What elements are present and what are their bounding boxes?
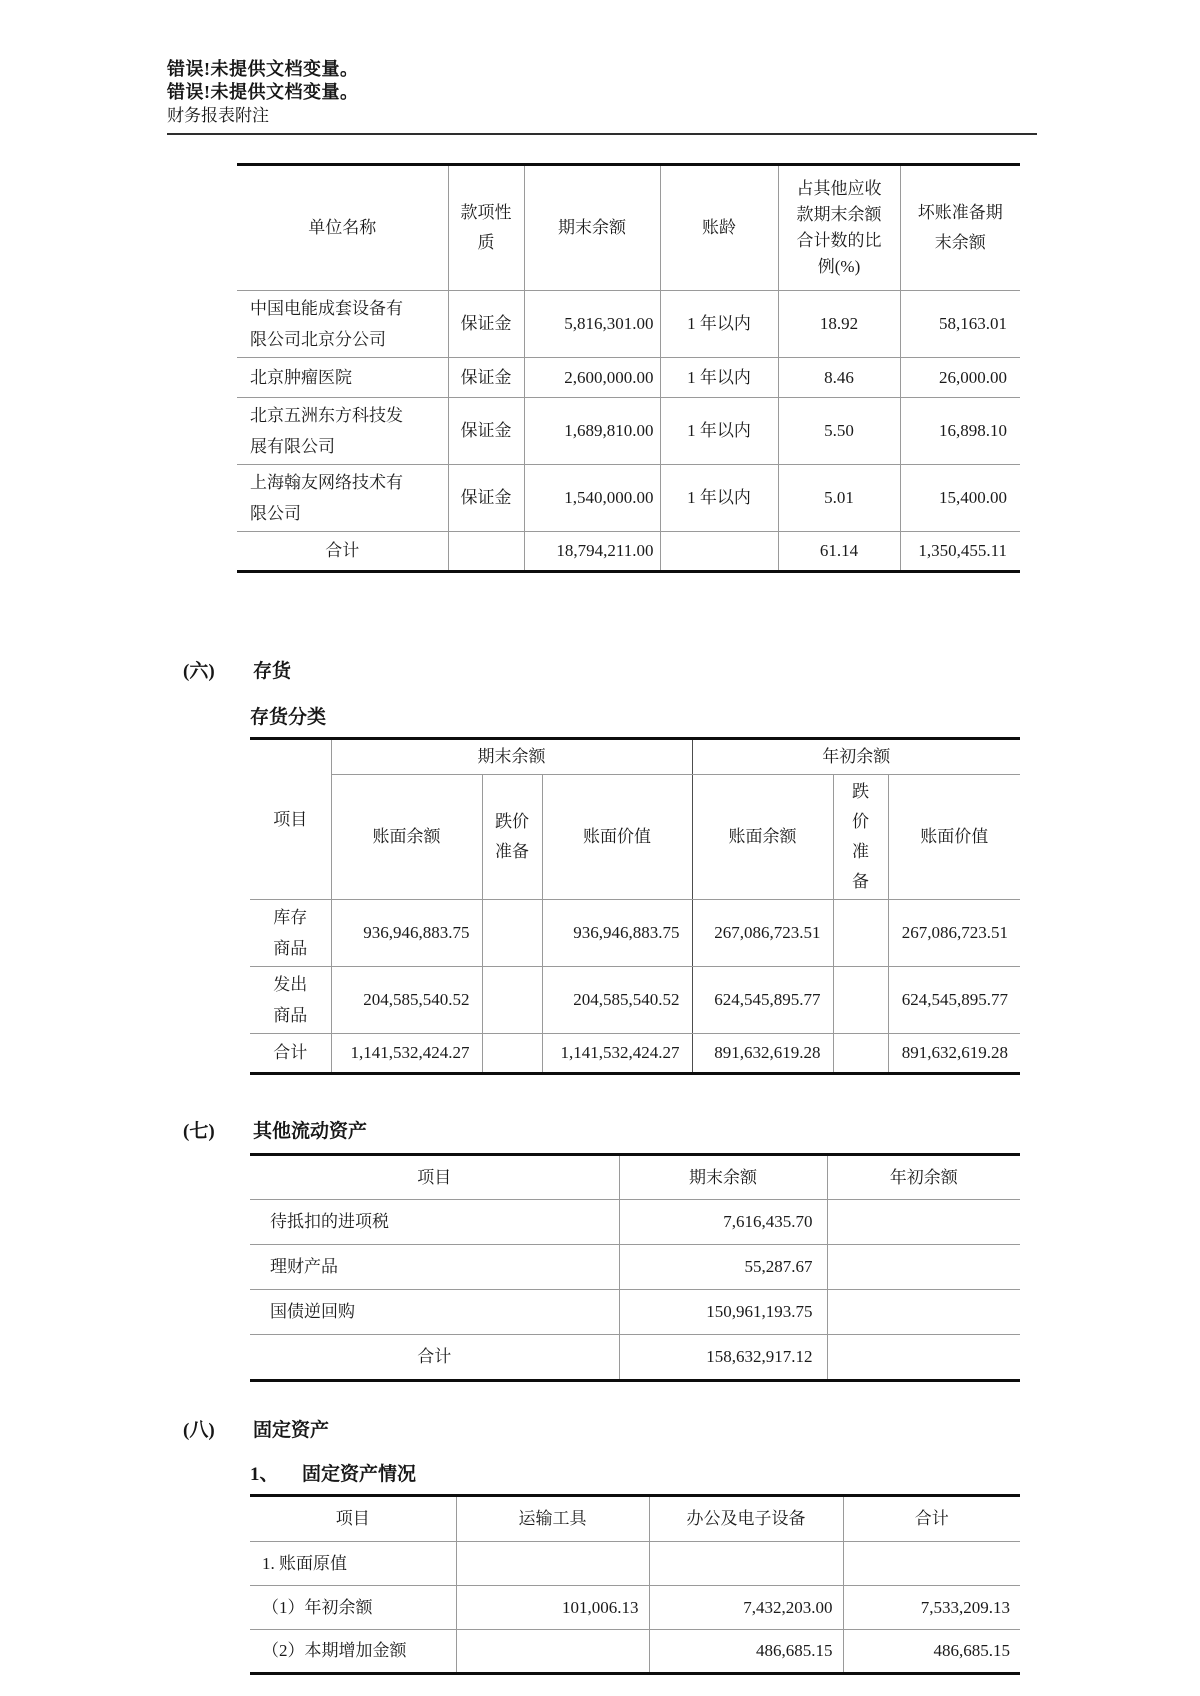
- table-row: [250, 1200, 1020, 1245]
- cell-empty: [456, 1542, 649, 1586]
- cell-book-value: 267,086,723.51: [888, 900, 1020, 967]
- fixed-assets-subheading: [250, 1462, 1200, 1488]
- cell-book-balance: 204,585,540.52: [331, 967, 482, 1034]
- col-header-beginning-balance: 年初余额: [827, 1155, 1020, 1200]
- table-header-row: [237, 165, 1020, 291]
- section-number: (七): [183, 1121, 215, 1142]
- cell-beginning-balance: [827, 1290, 1020, 1335]
- document-header: [167, 58, 1200, 135]
- cell-ending-balance: 1,540,000.00: [524, 465, 660, 532]
- cell-nature: 保证金: [448, 291, 524, 358]
- cell-office-equipment: 7,432,203.00: [649, 1586, 843, 1630]
- cell-ratio: 18.92: [778, 291, 900, 358]
- inventory-table: [250, 737, 1020, 1075]
- cell-bad-debt: 15,400.00: [900, 465, 1020, 532]
- table-group-header-row: [250, 739, 1020, 775]
- col-header-vehicles: 运输工具: [456, 1496, 649, 1542]
- table-row: [250, 967, 1020, 1034]
- col-header-item: 项目: [250, 1496, 456, 1542]
- cell-nature: 保证金: [448, 358, 524, 398]
- cell-ending-balance: 7,616,435.70: [619, 1200, 827, 1245]
- table-row: [250, 1290, 1020, 1335]
- table-header-row: [250, 1155, 1020, 1200]
- cell-item: 待抵扣的进项税: [250, 1200, 619, 1245]
- subsection-title: 固定资产情况: [302, 1464, 417, 1485]
- col-header-book-value: 账面价值: [888, 775, 1020, 900]
- cell-ratio: 8.46: [778, 358, 900, 398]
- cell-total-bad-debt: 1,350,455.11: [900, 532, 1020, 572]
- cell-empty: [660, 532, 778, 572]
- cell-ending-balance: 150,961,193.75: [619, 1290, 827, 1335]
- error-line-1: 错误!未提供文档变量。: [167, 59, 359, 79]
- cell-vehicles: [456, 1630, 649, 1674]
- table-row: [250, 1586, 1020, 1630]
- cell-entity: 上海翰友网络技术有限公司: [237, 465, 448, 532]
- cell-total-label: 合计: [237, 532, 448, 572]
- group-header-ending: 期末余额: [331, 739, 692, 775]
- other-current-assets-heading: [183, 1119, 1200, 1145]
- cell-beginning-balance: [827, 1200, 1020, 1245]
- cell-total: 1,141,532,424.27: [331, 1034, 482, 1074]
- fixed-assets-table: [250, 1494, 1020, 1675]
- cell-entity: 北京五洲东方科技发展有限公司: [237, 398, 448, 465]
- group-header-beginning: 年初余额: [692, 739, 1020, 775]
- table-row: [250, 1245, 1020, 1290]
- table-row: [237, 398, 1020, 465]
- col-header-total: 合计: [843, 1496, 1020, 1542]
- cell-item: 库存商品: [250, 900, 331, 967]
- cell-nature: 保证金: [448, 398, 524, 465]
- col-header-ratio: 占其他应收款期末余额合计数的比例(%): [778, 165, 900, 291]
- cell-empty: [448, 532, 524, 572]
- section-number: (八): [183, 1420, 215, 1441]
- cell-aging: 1 年以内: [660, 465, 778, 532]
- cell-total: 7,533,209.13: [843, 1586, 1020, 1630]
- other-current-assets-table: [250, 1153, 1020, 1382]
- cell-impairment: [833, 967, 888, 1034]
- subsection-number: 1、: [250, 1464, 279, 1485]
- cell-book-balance: 936,946,883.75: [331, 900, 482, 967]
- table-row: [237, 291, 1020, 358]
- cell-book-balance: 267,086,723.51: [692, 900, 833, 967]
- error-line-2: 错误!未提供文档变量。: [167, 82, 359, 102]
- cell-book-value: 936,946,883.75: [542, 900, 692, 967]
- cell-total-label: 合计: [250, 1034, 331, 1074]
- cell-empty: [649, 1542, 843, 1586]
- cell-item: 国债逆回购: [250, 1290, 619, 1335]
- cell-item: 1. 账面原值: [250, 1542, 456, 1586]
- cell-item: （1）年初余额: [250, 1586, 456, 1630]
- col-header-item: 项目: [250, 739, 331, 900]
- table-row: [250, 1542, 1020, 1586]
- cell-aging: 1 年以内: [660, 291, 778, 358]
- cell-ending-balance: 5,816,301.00: [524, 291, 660, 358]
- section-number: (六): [183, 661, 215, 682]
- section-title: 其他流动资产: [253, 1121, 368, 1142]
- col-header-item: 项目: [250, 1155, 619, 1200]
- cell-total: 1,141,532,424.27: [542, 1034, 692, 1074]
- col-header-impairment: 跌价准备: [482, 775, 542, 900]
- table-subheader-row: [250, 775, 1020, 900]
- cell-impairment: [833, 900, 888, 967]
- cell-total-label: 合计: [250, 1335, 619, 1381]
- col-header-book-value: 账面价值: [542, 775, 692, 900]
- section-title: 存货: [253, 661, 292, 682]
- cell-bad-debt: 58,163.01: [900, 291, 1020, 358]
- cell-book-value: 204,585,540.52: [542, 967, 692, 1034]
- cell-aging: 1 年以内: [660, 398, 778, 465]
- col-header-book-balance: 账面余额: [692, 775, 833, 900]
- cell-item: （2）本期增加金额: [250, 1630, 456, 1674]
- cell-total: 891,632,619.28: [692, 1034, 833, 1074]
- cell-ending-balance: 55,287.67: [619, 1245, 827, 1290]
- cell-office-equipment: 486,685.15: [649, 1630, 843, 1674]
- table-header-row: [250, 1496, 1020, 1542]
- cell-book-value: 624,545,895.77: [888, 967, 1020, 1034]
- cell-ratio: 5.50: [778, 398, 900, 465]
- col-header-aging: 账龄: [660, 165, 778, 291]
- inventory-subheading: 存货分类: [250, 707, 327, 728]
- cell-empty: [833, 1034, 888, 1074]
- col-header-office-equipment: 办公及电子设备: [649, 1496, 843, 1542]
- cell-ratio: 5.01: [778, 465, 900, 532]
- cell-aging: 1 年以内: [660, 358, 778, 398]
- col-header-bad-debt: 坏账准备期末余额: [900, 165, 1020, 291]
- cell-vehicles: 101,006.13: [456, 1586, 649, 1630]
- table-row: [237, 358, 1020, 398]
- fixed-assets-heading: [183, 1418, 1200, 1444]
- cell-total: 158,632,917.12: [619, 1335, 827, 1381]
- cell-ending-balance: 1,689,810.00: [524, 398, 660, 465]
- col-header-ending-balance: 期末余额: [619, 1155, 827, 1200]
- inventory-section-heading: [183, 659, 1200, 685]
- cell-impairment: [482, 900, 542, 967]
- cell-entity: 中国电能成套设备有限公司北京分公司: [237, 291, 448, 358]
- col-header-impairment: 跌价准备: [833, 775, 888, 900]
- cell-empty: [843, 1542, 1020, 1586]
- col-header-ending-balance: 期末余额: [524, 165, 660, 291]
- total-row: [250, 1034, 1020, 1074]
- total-row: [237, 532, 1020, 572]
- cell-beginning-balance: [827, 1245, 1020, 1290]
- total-row: [250, 1335, 1020, 1381]
- cell-item: 发出商品: [250, 967, 331, 1034]
- cell-empty: [827, 1335, 1020, 1381]
- col-header-entity: 单位名称: [237, 165, 448, 291]
- cell-impairment: [482, 967, 542, 1034]
- col-header-nature: 款项性质: [448, 165, 524, 291]
- cell-book-balance: 624,545,895.77: [692, 967, 833, 1034]
- cell-item: 理财产品: [250, 1245, 619, 1290]
- cell-ending-balance: 2,600,000.00: [524, 358, 660, 398]
- col-header-book-balance: 账面余额: [331, 775, 482, 900]
- table-row: [237, 465, 1020, 532]
- cell-total: 891,632,619.28: [888, 1034, 1020, 1074]
- table-row: [250, 1630, 1020, 1674]
- doc-subtitle: 财务报表附注: [167, 106, 269, 125]
- header-rule: [167, 133, 1037, 135]
- cell-total-ending-balance: 18,794,211.00: [524, 532, 660, 572]
- cell-empty: [482, 1034, 542, 1074]
- other-receivables-table: [237, 163, 1020, 573]
- section-title: 固定资产: [253, 1420, 330, 1441]
- cell-bad-debt: 16,898.10: [900, 398, 1020, 465]
- cell-nature: 保证金: [448, 465, 524, 532]
- table-row: [250, 900, 1020, 967]
- cell-total: 486,685.15: [843, 1630, 1020, 1674]
- cell-bad-debt: 26,000.00: [900, 358, 1020, 398]
- cell-total-ratio: 61.14: [778, 532, 900, 572]
- cell-entity: 北京肿瘤医院: [237, 358, 448, 398]
